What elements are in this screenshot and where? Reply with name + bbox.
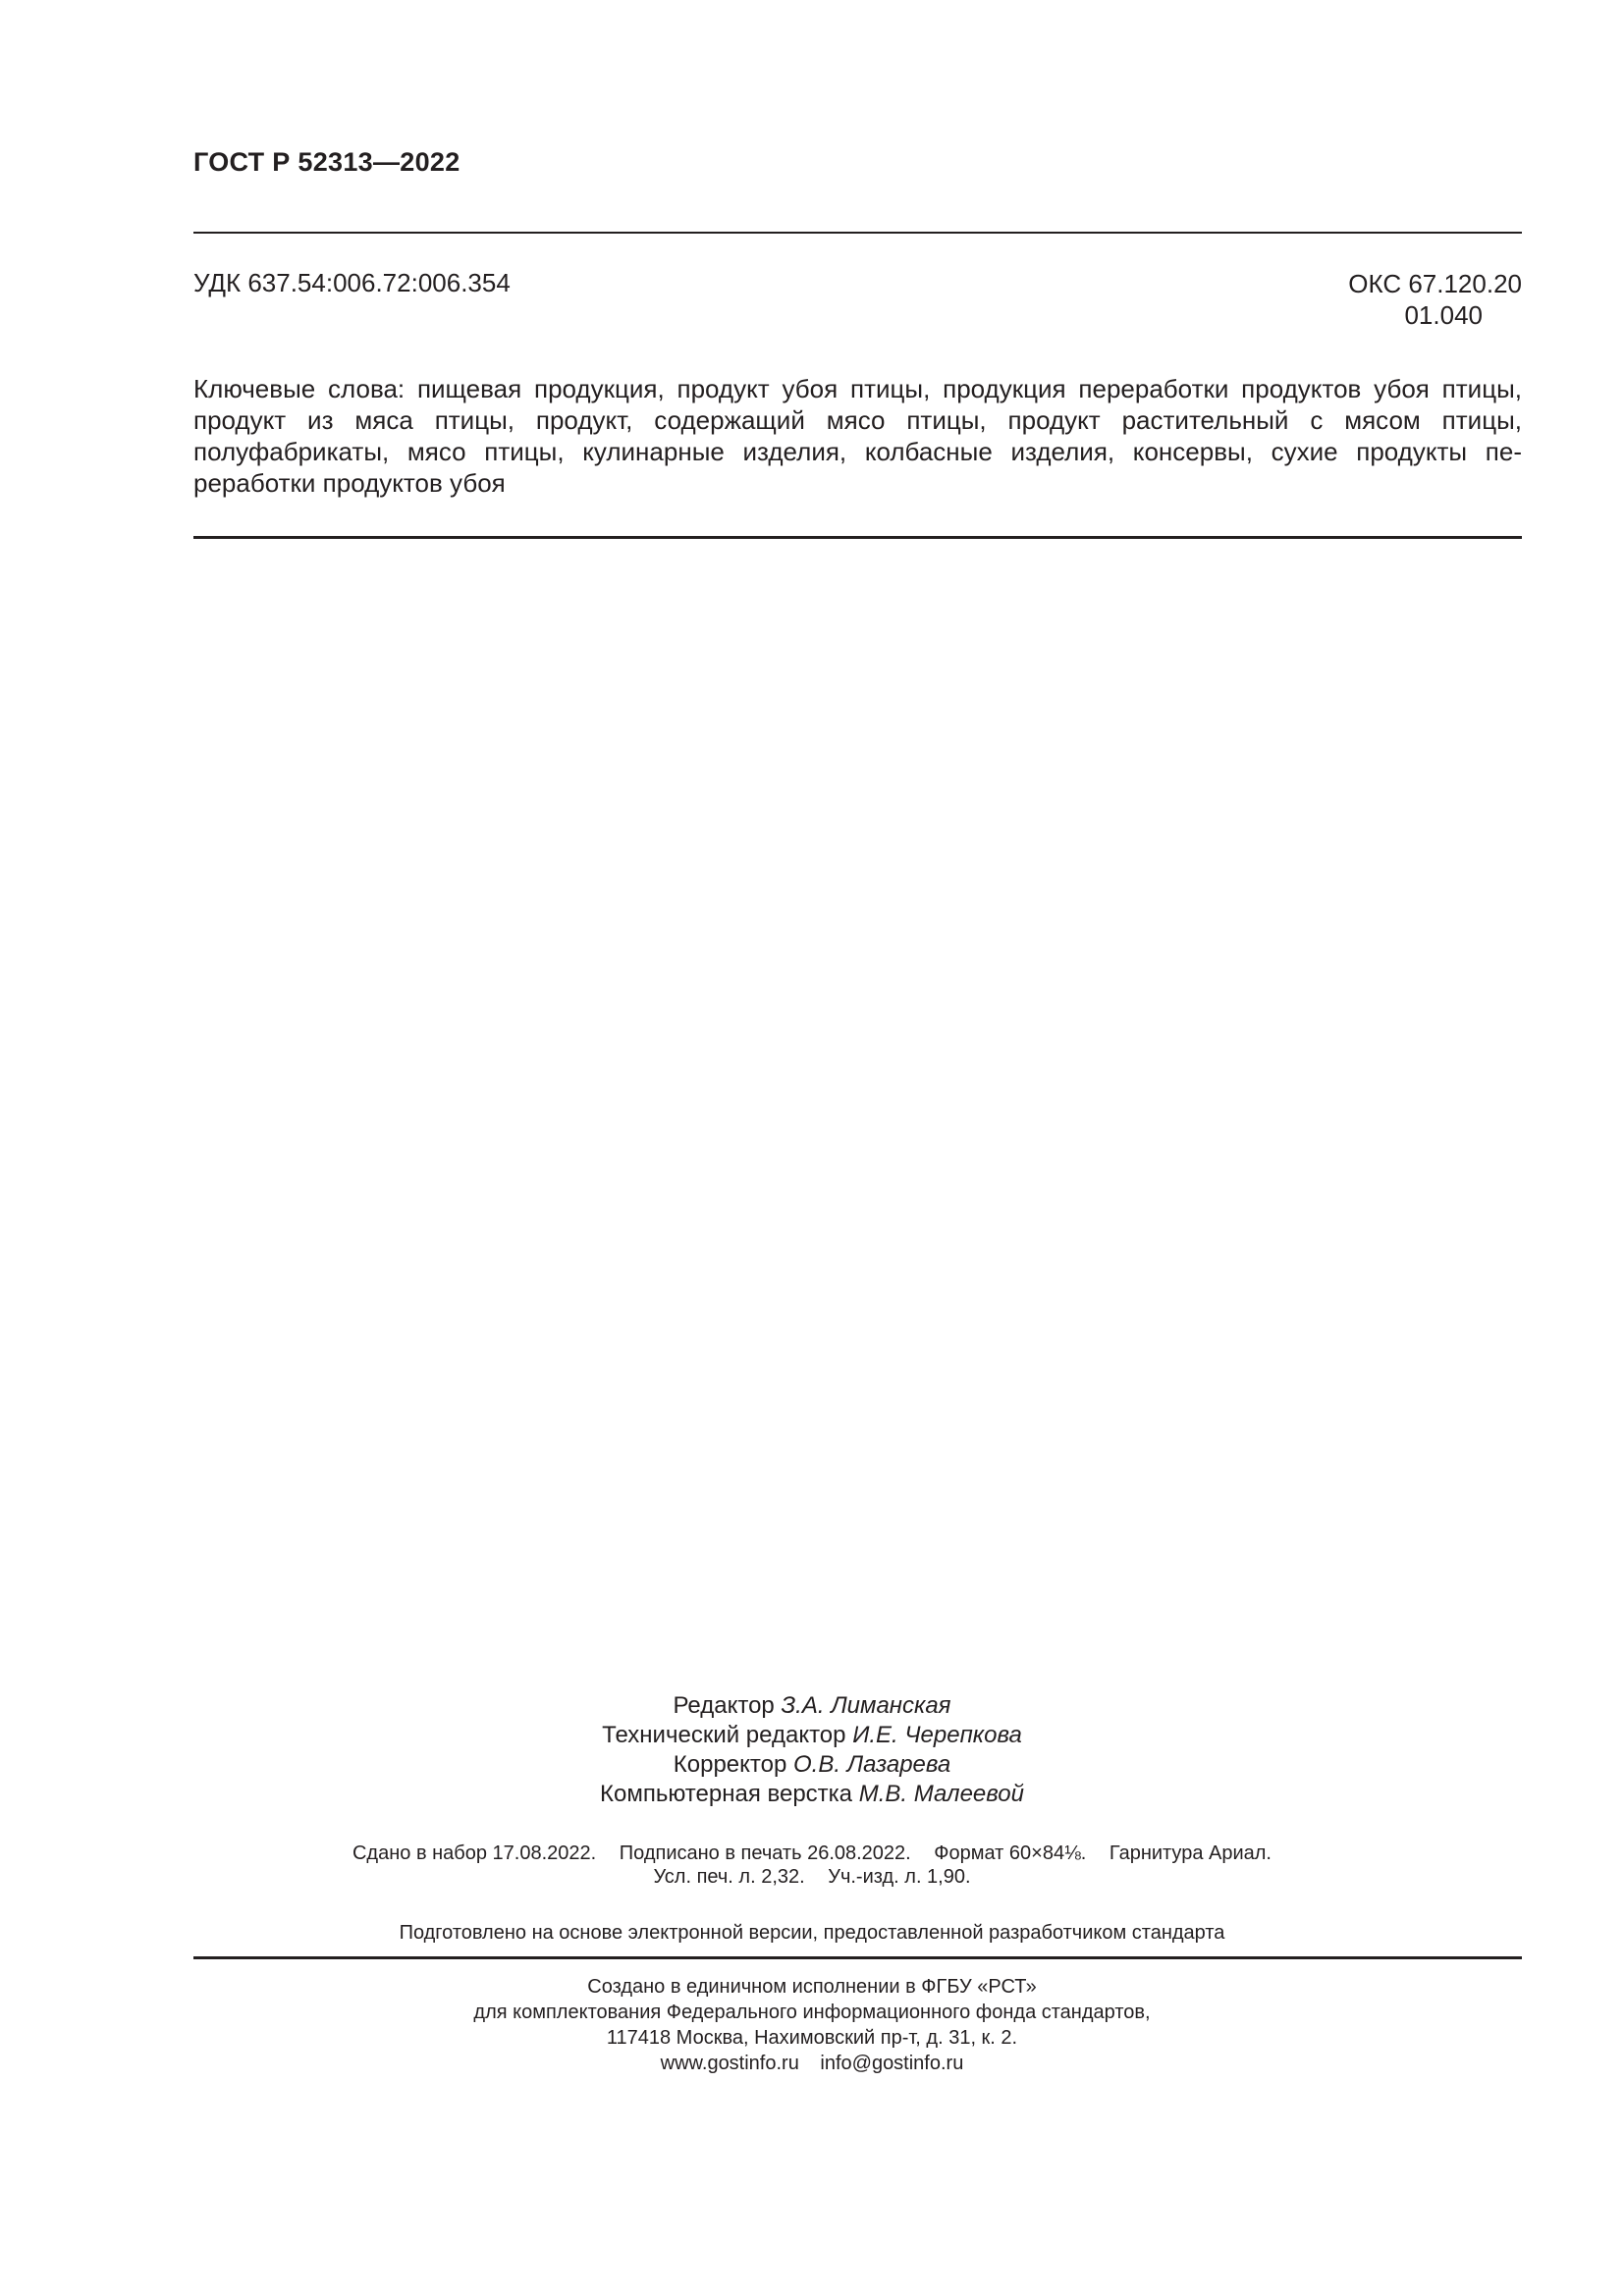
editor-role: Редактор	[673, 1692, 775, 1719]
typeface: Гарнитура Ариал.	[1109, 1842, 1272, 1864]
signed-date: Подписано в печать 26.08.2022.	[619, 1842, 911, 1864]
credit-tech-editor	[0, 1721, 1624, 1750]
credit-layout	[0, 1780, 1624, 1809]
publisher-contacts	[0, 2051, 1624, 2076]
layout-role: Компьютерная верстка	[600, 1781, 853, 1807]
oks-code	[1348, 268, 1522, 331]
credit-corrector	[0, 1750, 1624, 1780]
top-divider	[193, 232, 1522, 234]
print-info-line-1	[0, 1842, 1624, 1865]
keywords-divider	[193, 536, 1522, 539]
submitted-date: Сдано в набор 17.08.2022.	[352, 1842, 597, 1864]
email-link[interactable]: info@gostinfo.ru	[820, 2053, 964, 2074]
publishing-sheets: Уч.-изд. л. 1,90.	[828, 1866, 971, 1888]
publisher-line-3: 117418 Москва, Нахимовский пр-т, д. 31, к. 2.	[606, 2027, 1018, 2049]
paper-format: Формат 60×84⅛.	[934, 1842, 1087, 1864]
print-info-line-2	[0, 1865, 1624, 1889]
oks-line-2: 01.040	[1404, 300, 1483, 330]
prepared-note: Подготовлено на основе электронной версии, предоставленной разработчиком стандарта	[399, 1922, 1225, 1944]
publisher-block	[0, 1974, 1624, 2076]
keywords-paragraph: Ключевые слова: пищевая продукция, продукт убоя птицы, продукция переработки продуктов убоя птицы, продукт из мяса птицы, продукт, содержащий мясо птицы, продукт растительный с мясом птицы, полуфабрикаты, мясо птицы, кулинарные изделия, колбасные изделия, консервы, сухие продукты переработки продуктов убоя	[193, 374, 1522, 498]
bottom-divider	[193, 1956, 1522, 1959]
publisher-line-2: для комплектования Федерального информационного фонда стандартов,	[473, 2002, 1151, 2023]
oks-line-1: ОКС 67.120.20	[1348, 269, 1522, 298]
corrector-role: Корректор	[673, 1751, 787, 1778]
print-info	[0, 1842, 1624, 1889]
standard-code: ГОСТ Р 52313—2022	[193, 147, 460, 177]
layout-name: М.В. Малеевой	[858, 1781, 1024, 1807]
corrector-name: О.В. Лазарева	[793, 1751, 951, 1778]
tech-editor-name: И.Е. Черепкова	[852, 1722, 1022, 1748]
credit-editor	[0, 1691, 1624, 1721]
publisher-line-1: Создано в единичном исполнении в ФГБУ «РСТ»	[587, 1976, 1037, 1998]
print-sheets: Усл. печ. л. 2,32.	[653, 1866, 805, 1888]
editor-name: З.А. Лиманская	[781, 1692, 951, 1719]
website-link[interactable]: www.gostinfo.ru	[660, 2053, 799, 2074]
tech-editor-role: Технический редактор	[602, 1722, 846, 1748]
udk-code: УДК 637.54:006.72:006.354	[193, 268, 511, 297]
credits-block	[0, 1691, 1624, 1809]
